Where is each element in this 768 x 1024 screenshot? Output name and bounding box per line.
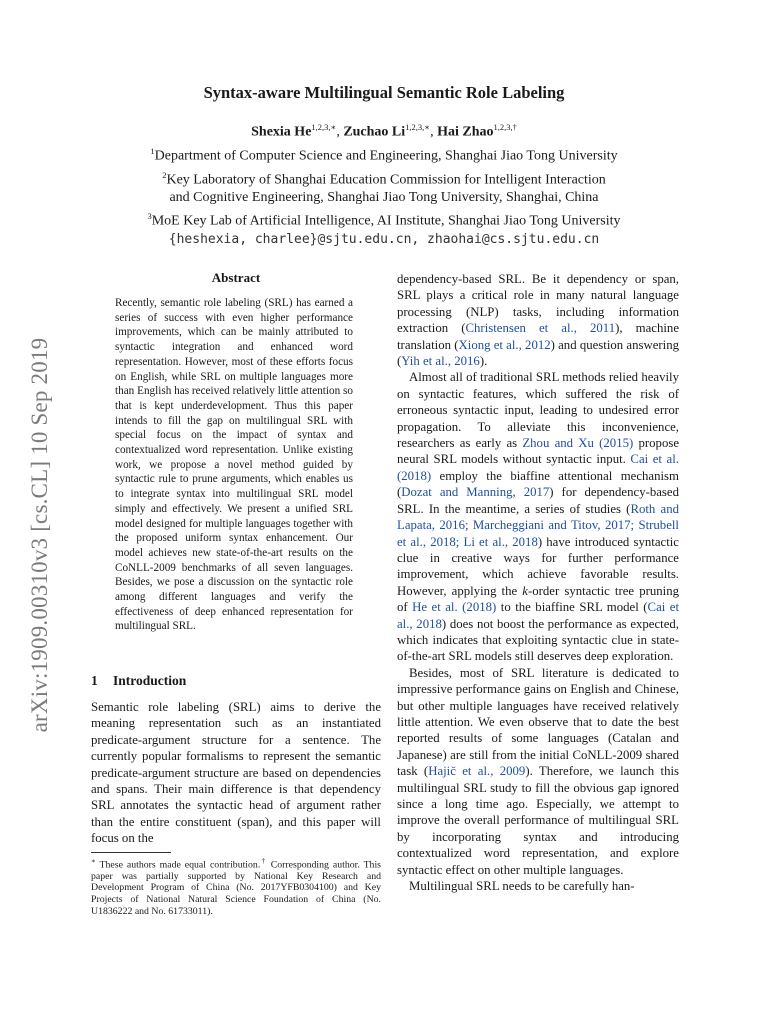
citation-year-link[interactable]: (2015) bbox=[599, 436, 634, 451]
citation-link[interactable]: He et al. bbox=[412, 600, 458, 615]
section-heading-introduction bbox=[91, 673, 186, 689]
paper-title: Syntax-aware Multilingual Semantic Role Labeling bbox=[203, 83, 565, 102]
author-1-affil: 1,2,3,∗ bbox=[311, 122, 337, 132]
citation-link[interactable]: Zhou and Xu bbox=[522, 436, 594, 451]
affiliation-2: $^2$Key Laboratory of Shanghai Education Commission for Intelligent Interaction bbox=[162, 169, 606, 188]
affiliation-1: $^1$Department of Computer Science and Engineering, Shanghai Jiao Tong University bbox=[150, 146, 618, 164]
right-column bbox=[397, 271, 679, 894]
author-3: Hai Zhao bbox=[437, 124, 494, 140]
author-emails[interactable]: {heshexia, charlee}@sjtu.edu.cn, zhaohai@cs.sjtu.edu.cn bbox=[168, 231, 600, 247]
citation-year-link[interactable]: (2018) bbox=[462, 600, 497, 615]
author-2: Zuchao Li bbox=[343, 124, 406, 140]
right-paragraph-1: dependency-based SRL. Be it dependency or span, SRL plays a critical role in many natural language processing (NLP) tasks, including information extraction (Christensen et al., 2011), machine translation (Xiong et al., 2012) and question answering (Yih et al., 2016). bbox=[397, 272, 680, 369]
abstract-heading: Abstract bbox=[211, 270, 261, 285]
author-line: Shexia $He^{1,2,3,∗}$, Zuchao $Li^{1,2,3,∗}$, Hai Zhao$^{1,2,3,\dagger}$ bbox=[251, 122, 517, 140]
right-paragraph-2: Almost all of traditional SRL methods relied heavily on syntactic features, which suffered the risk of erroneous syntactic input, leading to undesired error propagation. To alleviate this inconvenience, researchers as early as Zhou and Xu (2015) propose neural SRL models without syntactic input. Cai et al. (2018) employ the biaffine attentional mechanism (Dozat and Manning, 2017) for dependency-based SRL. In the meantime, a series of studies (Roth and Lapata, 2016; Marcheggiani and Titov, 2017; Strubell et al., 2018; Li et al., 2018) have introduced syntactic clue in creative ways for further performance improvement, which achieve favorable results. However, applying the k-order syntactic tree pruning of He et al. (2018) to the biaffine SRL model (Cai et al., 2018) does not boost the performance as expected, which indicates that exploiting syntactic clue in state-of-the-art SRL models still deserves deep exploration. bbox=[397, 370, 680, 664]
citation-link[interactable]: Roth and Lapata, 2016; Marcheggiani and Titov, 2017; Strubell et al., 2018; Li et al., 2018 bbox=[397, 501, 679, 549]
section-title: Introduction bbox=[113, 673, 187, 688]
citation-link[interactable]: Cai et al., 2018 bbox=[397, 600, 680, 631]
citation-link[interactable]: Xiong et al., 2012 bbox=[458, 337, 551, 352]
arxiv-id-text: arXiv:1909.00310v3 [cs.CL] 10 Sep 2019 bbox=[27, 337, 52, 733]
author-2-affil: 1,2,3,∗ bbox=[405, 122, 431, 132]
citation-link[interactable]: Christensen et al., 2011 bbox=[465, 321, 616, 336]
author-1: Shexia He bbox=[251, 124, 312, 140]
citation-link[interactable]: Cai et al. bbox=[630, 452, 679, 467]
citation-year-link[interactable]: (2018) bbox=[397, 468, 432, 483]
affiliation-2-cont: and Cognitive Engineering, Shanghai Jiao Tong University, Shanghai, China bbox=[169, 190, 599, 206]
right-paragraph-4: Multilingual SRL needs to be carefully han- bbox=[409, 879, 635, 894]
citation-link[interactable]: Yih et al., 2016 bbox=[401, 354, 480, 369]
footnote: ∗ These authors made equal contribution.† Corresponding author. This paper was partially supported by National Key Research and Development Program of China (No. 2017YFB0304100) and Key Projects of National Natural Science Foundation of China (No. U1836222 and No. 61733011). bbox=[91, 857, 381, 917]
citation-link[interactable]: Hajič et al., 2009 bbox=[428, 764, 526, 779]
citation-link[interactable]: Dozat and Manning, 2017 bbox=[401, 485, 550, 500]
arxiv-identifier-stamp bbox=[20, 320, 60, 750]
affiliation-3: $^3$MoE Key Lab of Artificial Intelligence, AI Institute, Shanghai Jiao Tong University bbox=[147, 211, 621, 229]
affiliations bbox=[0, 142, 768, 249]
abstract-body: Recently, semantic role labeling (SRL) has earned a series of success with even higher performance improvements, which can be mainly attributed to syntactic integration and enhanced word representation. However, most of these efforts focus on English, while SRL on multiple languages more than English has received relatively little attention so that is kept underdevelopment. Thus this paper intends to fill the gap on multilingual SRL with special focus on the impact of syntax and contextualized word representation. Unlike existing work, we propose a novel method guided by syntactic rule to prune arguments, which enables us to integrate syntax into multilingual SRL model simply and effectively. We present a unified SRL model designed for multiple languages together with the proposed uniform syntax enhancement. Our model achieves new state-of-the-art results on the CoNLL-2009 benchmarks of all seven languages. Besides, we pose a discussion on the syntactic role among different languages and verify the effectiveness of deep enhanced representation for multilingual SRL. bbox=[115, 297, 353, 633]
footnote-divider bbox=[91, 852, 171, 853]
math-k: k bbox=[522, 583, 528, 598]
introduction-paragraph-1: Semantic role labeling (SRL) aims to derive the meaning representation such as an instantiated predicate-argument structure for a sentence. The currently popular formalisms to represent the semantic predicate-argument structure are based on dependencies and spans. Their main difference is that dependency SRL annotates the syntactic head of argument rather than the entire constituent (span), and this paper will focus on the bbox=[91, 700, 381, 846]
author-3-affil: 1,2,3,† bbox=[493, 122, 517, 132]
section-number: 1 bbox=[91, 673, 98, 688]
right-paragraph-3: Besides, most of SRL literature is dedicated to impressive performance gains on English and Chinese, but other multiple languages have received relatively little attention. We even observe that to date the best reported results of some languages (Catalan and Japanese) are still from the initial CoNLL-2009 shared task (Hajič et al., 2009). Therefore, we launch this multilingual SRL study to fill the obvious gap ignored since a long time ago. Especially, we attempt to improve the overall performance of multilingual SRL by incorporating syntax and introducing contextualized word representation, and explore syntactic effect on other multiple languages. bbox=[397, 665, 680, 877]
